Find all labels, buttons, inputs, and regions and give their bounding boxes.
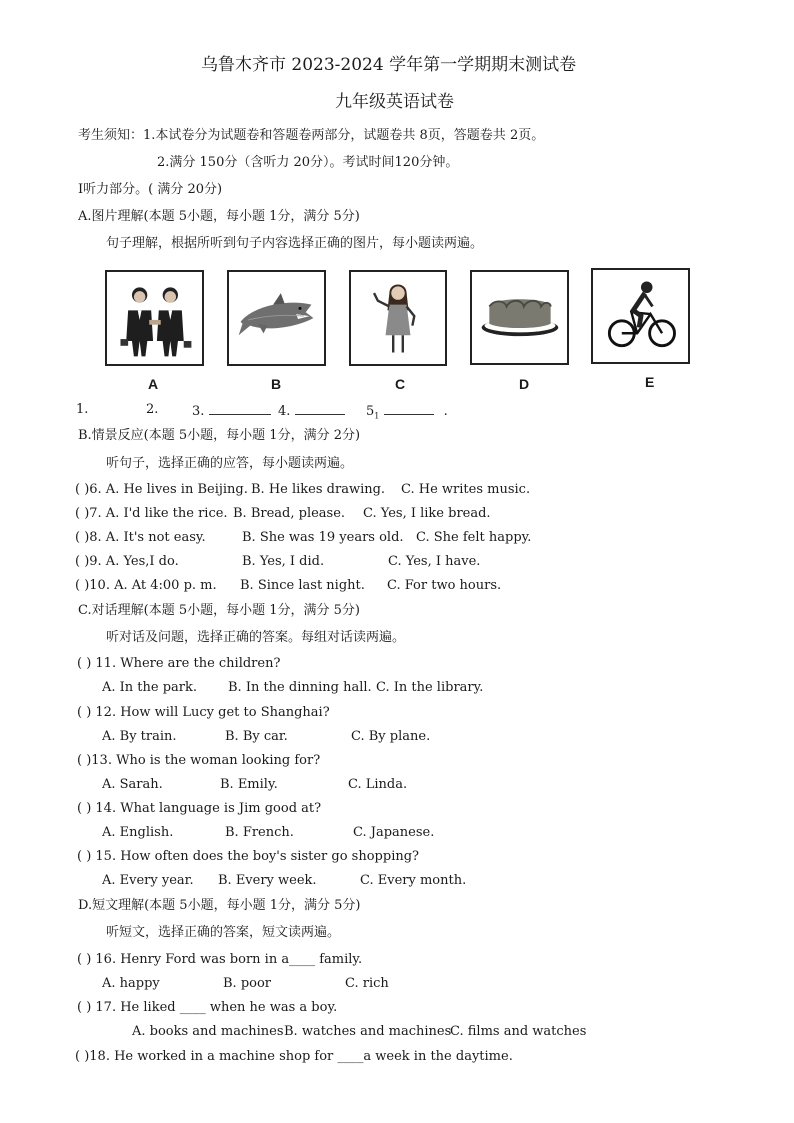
q6-option-b: B. He likes drawing. [251, 482, 386, 497]
section-d-heading: D.短文理解(本题 5小题，每小题 1分，满分 5分) [78, 898, 361, 913]
q16-question: ( ) 16. Henry Ford was born in a____ family. [77, 952, 363, 967]
q12-question: ( ) 12. How will Lucy get to Shanghai? [77, 705, 330, 720]
answer-5 [366, 402, 448, 425]
q18-question: ( )18. He worked in a machine shop for ____a week in the daytime. [75, 1049, 513, 1064]
q14-question: ( ) 14. What language is Jim good at? [77, 801, 322, 816]
q12-option-b: B. By car. [225, 729, 288, 744]
q11-option-c: C. In the library. [376, 680, 484, 695]
cake-icon [472, 272, 567, 363]
q12-option-c: C. By plane. [351, 729, 431, 744]
q14-option-a: A. English. [102, 825, 174, 840]
q8-option-b: B. She was 19 years old. [242, 530, 404, 545]
exam-subtitle: 九年级英语试卷 [335, 92, 454, 112]
answer-blank-4[interactable] [295, 402, 345, 415]
q15-option-c: C. Every month. [360, 873, 467, 888]
answer-4 [278, 402, 345, 420]
q13-option-a: A. Sarah. [102, 777, 163, 792]
q15-option-b: B. Every week. [218, 873, 317, 888]
q13-question: ( )13. Who is the woman looking for? [77, 753, 321, 768]
answer-blank-3[interactable] [209, 402, 271, 415]
section-c-instruction: 听对话及问题，选择正确的答案。每组对话读两遍。 [106, 630, 406, 645]
q13-option-b: B. Emily. [220, 777, 278, 792]
answer-num-3: 3. [192, 404, 205, 419]
q17-option-c: C. films and watches [450, 1024, 587, 1039]
notice-line-1: 考生须知：1.本试卷分为试题卷和答题卷两部分，试题卷共 8页，答题卷共 2页。 [78, 128, 545, 143]
picture-e [591, 268, 690, 364]
section-a-instruction: 句子理解，根据所听到句子内容选择正确的图片，每小题读两遍。 [106, 236, 484, 251]
q10-option-c: C. For two hours. [387, 578, 502, 593]
picture-label-a: A [148, 376, 159, 392]
picture-label-e: E [645, 374, 655, 390]
q8-option-c: C. She felt happy. [416, 530, 532, 545]
cyclist-icon [593, 270, 688, 362]
answer-2 [146, 402, 158, 418]
section-d-instruction: 听短文，选择正确的答案，短文读两遍。 [106, 925, 341, 940]
q10-stem: ( )10. A. At 4:00 p. m. [75, 578, 217, 593]
q17-question: ( ) 17. He liked ____ when he was a boy. [77, 1000, 338, 1015]
q7-option-b: B. Bread, please. [233, 506, 346, 521]
q17-option-b: B. watches and machines [284, 1024, 452, 1039]
q14-option-b: B. French. [225, 825, 294, 840]
picture-d [470, 270, 569, 365]
q7-stem: ( )7. A. I'd like the rice. [75, 506, 228, 521]
q11-option-a: A. In the park. [102, 680, 198, 695]
q13-option-c: C. Linda. [348, 777, 408, 792]
section-c-heading: C.对话理解(本题 5小题，每小题 1分，满分 5分) [78, 603, 360, 618]
section-b-instruction: 听句子，选择正确的应答，每小题读两遍。 [106, 456, 354, 471]
picture-label-d: D [519, 376, 530, 392]
q12-option-a: A. By train. [102, 729, 177, 744]
q9-option-b: B. Yes, I did. [242, 554, 325, 569]
answer-num-1: 1. [76, 402, 89, 417]
part1-heading: I听力部分。( 满分 20分) [78, 182, 223, 197]
q6-stem: ( )6. A. He lives in Beijing. [75, 482, 248, 497]
picture-c [349, 270, 447, 366]
q17-option-a: A. books and machines [132, 1024, 284, 1039]
q8-stem: ( )8. A. It's not easy. [75, 530, 206, 545]
picture-label-b: B [271, 376, 282, 392]
answer-num-2: 2. [146, 402, 159, 417]
q16-option-a: A. happy [102, 976, 160, 991]
q15-option-a: A. Every year. [102, 873, 194, 888]
q16-option-b: B. poor [223, 976, 272, 991]
answer-end: . [443, 404, 448, 419]
q11-question: ( ) 11. Where are the children? [77, 656, 281, 671]
section-a-heading: A.图片理解(本题 5小题，每小题 1分，满分 5分) [78, 209, 360, 224]
answer-row [76, 402, 88, 418]
girl-waving-icon [351, 272, 445, 364]
q14-option-c: C. Japanese. [353, 825, 435, 840]
q9-stem: ( )9. A. Yes,I do. [75, 554, 179, 569]
exam-title: 乌鲁木齐市 2023-2024 学年第一学期期末测试卷 [201, 55, 577, 75]
q10-option-b: B. Since last night. [240, 578, 365, 593]
answer-num-5: 5 [366, 404, 375, 419]
notice-line-2: 2.满分 150分（含听力 20分）。考试时间120分钟。 [157, 155, 459, 170]
q7-option-c: C. Yes, I like bread. [363, 506, 491, 521]
answer-num-5-sub: 1 [374, 411, 380, 421]
picture-b [227, 270, 326, 366]
section-b-heading: B.情景反应(本题 5小题，每小题 1分，满分 2分) [78, 428, 361, 443]
picture-a [105, 270, 204, 366]
businessmen-handshake-icon [107, 272, 202, 364]
picture-label-c: C [395, 376, 406, 392]
answer-num-4: 4. [278, 404, 291, 419]
answer-blank-5[interactable] [384, 402, 434, 415]
q6-option-c: C. He writes music. [401, 482, 531, 497]
q11-option-b: B. In the dinning hall. [228, 680, 372, 695]
q9-option-c: C. Yes, I have. [388, 554, 481, 569]
q15-question: ( ) 15. How often does the boy's sister go shopping? [77, 849, 420, 864]
answer-3 [192, 402, 271, 420]
q16-option-c: C. rich [345, 976, 389, 991]
shark-icon [229, 272, 324, 364]
